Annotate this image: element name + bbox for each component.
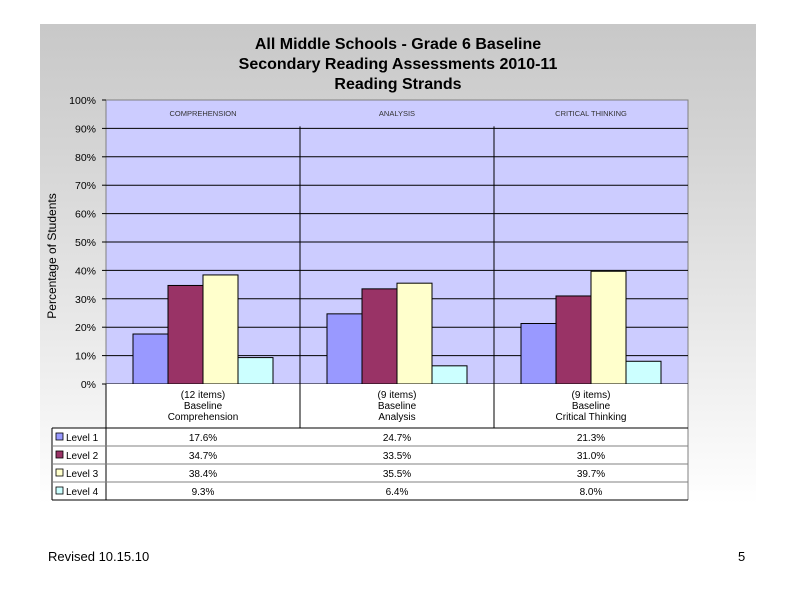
data-value: 39.7% [576,469,606,480]
strand-label: CRITICAL THINKING [555,109,627,118]
data-value: 9.3% [191,487,215,498]
legend-label: Level 2 [66,451,99,462]
y-tick-label: 70% [74,180,96,193]
title-line-1: All Middle Schools - Grade 6 Baseline [254,36,542,53]
y-tick-label: 40% [74,265,96,278]
category-label: Baseline [377,401,417,412]
legend-swatch-level-3 [56,469,63,476]
bar-level-1 [521,324,556,384]
category-label: Baseline [571,401,611,412]
bar-level-4 [432,366,467,384]
bar-level-4 [626,361,661,384]
data-value: 31.0% [576,451,606,462]
legend-label: Level 4 [66,487,99,498]
strand-label: ANALYSIS [378,109,416,118]
y-tick-label: 90% [74,123,96,136]
bar-level-3 [591,271,626,384]
revised-date: Revised 10.15.10 [48,549,150,564]
category-label: (9 items) [571,390,611,401]
data-value: 24.7% [382,433,412,444]
bar-level-3 [203,275,238,384]
legend-swatch-level-2 [56,451,63,458]
bar-level-1 [327,314,362,384]
legend-swatch-level-1 [56,433,63,440]
data-value: 8.0% [579,487,603,498]
category-label: Comprehension [167,412,239,423]
category-label: Analysis [378,412,416,423]
bar-level-2 [168,285,203,384]
data-value: 34.7% [188,451,218,462]
category-label: Critical Thinking [555,412,627,423]
data-value: 21.3% [576,433,606,444]
y-tick-label: 0% [80,379,96,391]
page-number: 5 [738,549,746,564]
y-tick-label: 20% [74,322,96,335]
category-label: (12 items) [180,390,226,401]
title-line-3: Reading Strands [334,76,462,93]
y-tick-label: 50% [74,237,96,249]
strand-label: COMPREHENSION [169,109,237,118]
title-line-2: Secondary Reading Assessments 2010-11 [238,56,558,73]
y-tick-label: 100% [69,95,96,107]
data-value: 33.5% [382,451,412,462]
legend-swatch-level-4 [56,487,63,494]
bar-level-3 [397,283,432,384]
y-tick-label: 30% [74,293,96,306]
y-tick-label: 10% [74,350,96,363]
data-value: 35.5% [382,469,412,480]
data-value: 6.4% [385,487,409,498]
legend-label: Level 3 [66,469,99,480]
y-tick-label: 60% [74,208,96,221]
y-axis-label: Percentage of Students [45,193,59,319]
legend-label: Level 1 [66,433,99,444]
y-tick-label: 80% [74,151,96,164]
bar-level-1 [133,334,168,384]
category-label: (9 items) [377,390,417,401]
bar-level-2 [556,296,591,384]
bar-level-4 [238,358,273,384]
data-value: 17.6% [188,433,218,444]
category-label: Baseline [183,401,223,412]
data-value: 38.4% [188,469,218,480]
bar-level-2 [362,289,397,384]
